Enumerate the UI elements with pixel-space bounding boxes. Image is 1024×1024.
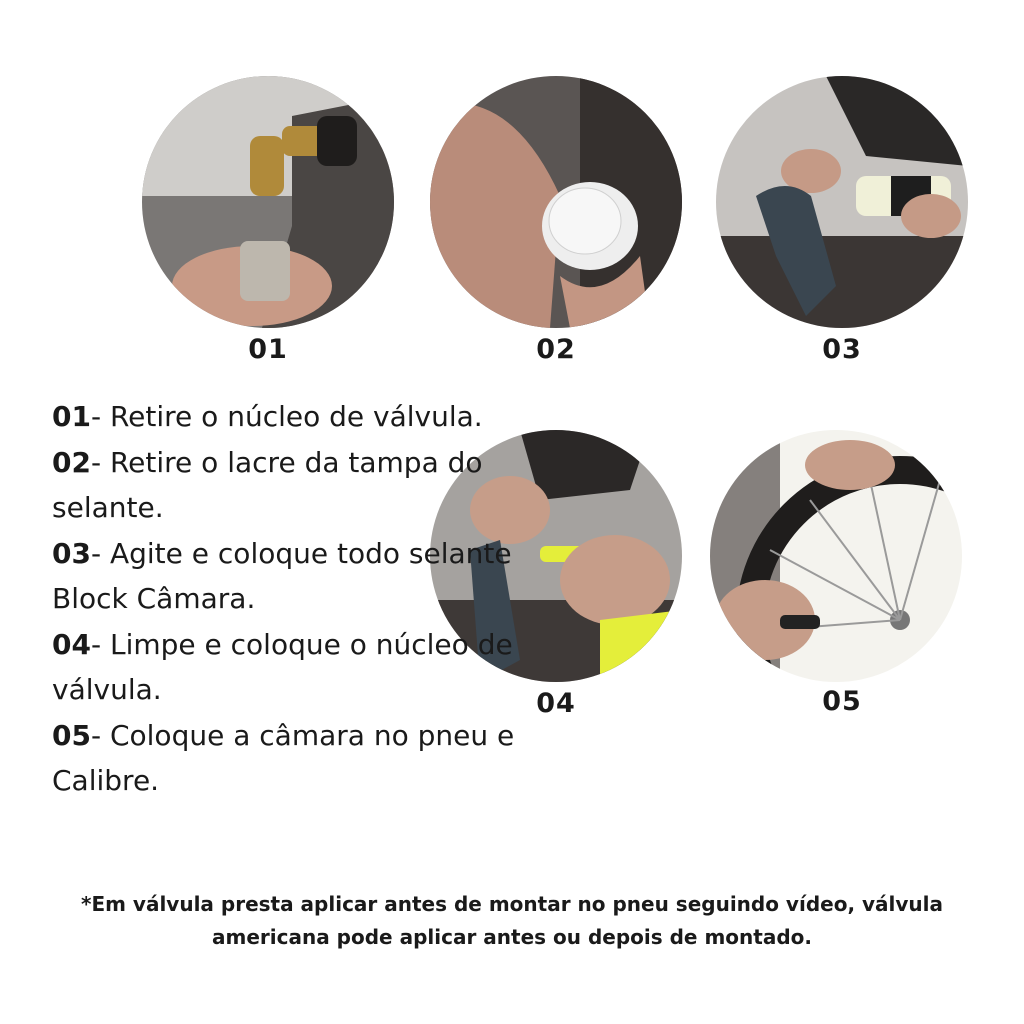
- instruction-05: [52, 713, 532, 803]
- instruction-text: - Coloque a câmara no pneu e Calibre.: [52, 719, 515, 797]
- instruction-number: 03: [52, 537, 91, 570]
- step-04-label: 04: [536, 688, 576, 719]
- instruction-number: 01: [52, 400, 91, 433]
- instruction-01: [52, 394, 532, 439]
- instruction-number: 02: [52, 446, 91, 479]
- step-05-photo: [710, 430, 962, 682]
- step-03-photo: [716, 76, 968, 328]
- instruction-number: 05: [52, 719, 91, 752]
- step-02-label: 02: [536, 334, 576, 365]
- instruction-04: [52, 622, 532, 712]
- instruction-02: [52, 440, 532, 530]
- instruction-03: [52, 531, 532, 621]
- instruction-text: - Agite e coloque todo selante Block Câmara.: [52, 537, 512, 615]
- instruction-number: 04: [52, 628, 91, 661]
- step-05-label: 05: [822, 686, 862, 717]
- instruction-text: - Retire o núcleo de válvula.: [90, 400, 483, 433]
- instruction-list: [52, 394, 532, 804]
- step-01-photo: [142, 76, 394, 328]
- step-03-label: 03: [822, 334, 862, 365]
- step-02-photo: [430, 76, 682, 328]
- footnote: *Em válvula presta aplicar antes de montar no pneu seguindo vídeo, válvula americana pode aplicar antes ou depois de montado.: [80, 892, 944, 949]
- instruction-text: - Limpe e coloque o núcleo de válvula.: [52, 628, 513, 706]
- instruction-text: - Retire o lacre da tampa do selante.: [52, 446, 483, 524]
- step-01-label: 01: [248, 334, 288, 365]
